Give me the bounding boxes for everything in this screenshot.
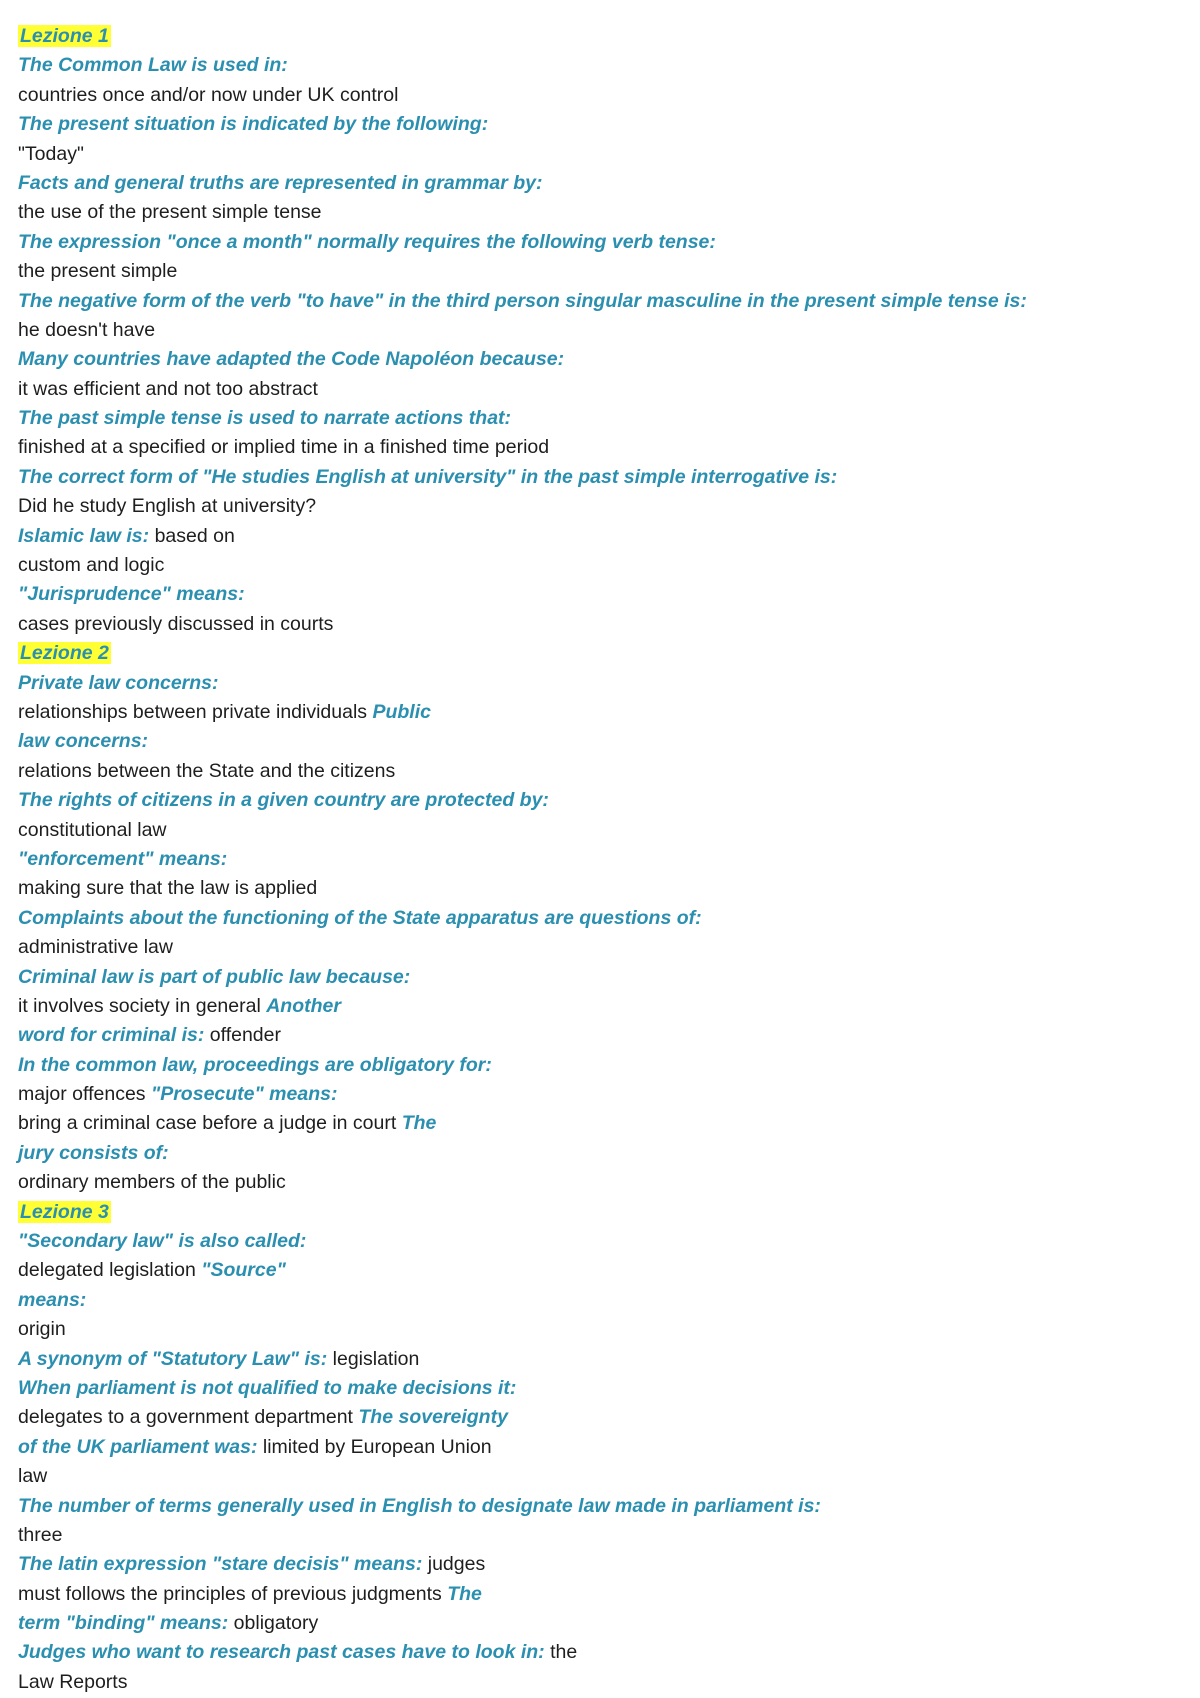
text-line [18, 874, 1198, 903]
question-text: jury consists of: [18, 1141, 169, 1164]
answer-text: delegates to a government department [18, 1406, 359, 1429]
text-line [18, 1109, 1198, 1138]
question-text: Complaints about the functioning of the State apparatus are questions of: [18, 906, 702, 929]
text-line [18, 698, 1198, 727]
answer-text: based on [149, 524, 235, 547]
answer-text: origin [18, 1318, 66, 1341]
text-line [18, 816, 1198, 845]
answer-text: countries once and/or now under UK control [18, 83, 399, 106]
question-text: The rights of citizens in a given country are protected by: [18, 789, 549, 812]
text-line [18, 1462, 1198, 1491]
answer-text: ordinary members of the public [18, 1171, 286, 1194]
text-line [18, 140, 1198, 169]
question-text: "Secondary law" is also called: [18, 1230, 307, 1253]
question-text: The [447, 1582, 482, 1605]
text-line [18, 375, 1198, 404]
question-text: Another [266, 994, 341, 1017]
text-line [18, 404, 1198, 433]
text-line [18, 1433, 1198, 1462]
answer-text: obligatory [228, 1612, 319, 1635]
question-text: The Common Law is used in: [18, 54, 288, 77]
answer-text: finished at a specified or implied time in a finished time period [18, 436, 550, 459]
text-line [18, 1051, 1198, 1080]
answer-text: judges [422, 1553, 486, 1576]
text-line [18, 1168, 1198, 1197]
text-line [18, 345, 1198, 374]
answer-text: custom and logic [18, 554, 165, 577]
question-text: Islamic law is: [18, 524, 150, 547]
question-text: means: [18, 1288, 87, 1311]
text-line [18, 316, 1198, 345]
question-text: word for criminal is: [18, 1024, 205, 1047]
question-text: The latin expression "stare decisis" means: [18, 1553, 423, 1576]
lesson-heading [18, 639, 1198, 668]
answer-text: making sure that the law is applied [18, 877, 318, 900]
text-line [18, 1668, 1198, 1697]
question-text: Many countries have adapted the Code Napoléon because: [18, 348, 565, 371]
question-text: Criminal law is part of public law because: [18, 965, 411, 988]
answer-text: the present simple [18, 260, 178, 283]
text-line [18, 257, 1198, 286]
text-line [18, 1021, 1198, 1050]
question-text: Judges who want to research past cases have to look in: [18, 1641, 545, 1664]
answer-text: cases previously discussed in courts [18, 612, 334, 635]
question-text: The past simple tense is used to narrate actions that: [18, 407, 512, 430]
text-line [18, 1521, 1198, 1550]
question-text: The number of terms generally used in English to designate law made in parliament is: [18, 1494, 821, 1517]
text-line [18, 610, 1198, 639]
text-line [18, 198, 1198, 227]
text-line [18, 51, 1198, 80]
text-line [18, 1638, 1198, 1667]
text-line [18, 463, 1198, 492]
text-line [18, 992, 1198, 1021]
text-line [18, 845, 1198, 874]
question-text: of the UK parliament was: [18, 1435, 258, 1458]
question-text: The present situation is indicated by the following: [18, 113, 489, 136]
lesson-title: Lezione 2 [20, 642, 109, 665]
text-line [18, 1139, 1198, 1168]
question-text: "Jurisprudence" means: [18, 583, 245, 606]
question-text: term "binding" means: [18, 1612, 229, 1635]
text-line [18, 1315, 1198, 1344]
question-text: In the common law, proceedings are obligatory for: [18, 1053, 492, 1076]
text-line [18, 1374, 1198, 1403]
lesson-title: Lezione 1 [20, 25, 109, 47]
lesson-heading [18, 22, 1198, 51]
text-line [18, 933, 1198, 962]
answer-text: law [18, 1465, 48, 1488]
text-line [18, 580, 1198, 609]
text-line [18, 1403, 1198, 1432]
text-line [18, 228, 1198, 257]
text-line [18, 669, 1198, 698]
answer-text: constitutional law [18, 818, 167, 841]
text-line [18, 1345, 1198, 1374]
answer-text: limited by European Union [257, 1435, 492, 1458]
text-line [18, 110, 1198, 139]
answer-text: legislation [327, 1347, 420, 1370]
text-line [18, 169, 1198, 198]
question-text: The [401, 1112, 437, 1135]
answer-text: "Today" [18, 142, 84, 165]
text-line [18, 287, 1198, 316]
text-line [18, 1580, 1198, 1609]
text-line [18, 757, 1198, 786]
text-line [18, 1609, 1198, 1638]
question-text: The expression "once a month" normally requires the following verb tense: [18, 230, 716, 253]
question-text: A synonym of "Statutory Law" is: [18, 1347, 328, 1370]
question-text: The negative form of the verb "to have" in the third person singular masculine in the present simple tense is: [18, 289, 1027, 312]
question-text: The sovereignty [358, 1406, 508, 1429]
question-text: Public [372, 700, 431, 723]
text-line [18, 522, 1198, 551]
answer-text: the [544, 1641, 578, 1664]
text-line [18, 1080, 1198, 1109]
question-text: The correct form of "He studies English at university" in the past simple interrogative is: [18, 465, 838, 488]
answer-text: offender [204, 1024, 281, 1047]
text-line [18, 492, 1198, 521]
question-text: Facts and general truths are represented in grammar by: [18, 171, 543, 194]
answer-text: must follows the principles of previous judgments [18, 1582, 448, 1605]
answer-text: relationships between private individuals [18, 700, 373, 723]
text-line [18, 727, 1198, 756]
text-line [18, 1256, 1198, 1285]
text-line [18, 904, 1198, 933]
lesson-heading [18, 1198, 1198, 1227]
answer-text: delegated legislation [18, 1259, 202, 1282]
question-text: Private law concerns: [18, 671, 219, 694]
question-text: When parliament is not qualified to make decisions it: [18, 1376, 517, 1399]
text-line [18, 1286, 1198, 1315]
lesson-title: Lezione 3 [20, 1200, 109, 1223]
text-line [18, 551, 1198, 580]
question-text: "enforcement" means: [18, 847, 228, 870]
answer-text: the use of the present simple tense [18, 201, 322, 224]
answer-text: administrative law [18, 936, 173, 959]
text-line [18, 81, 1198, 110]
text-line [18, 1492, 1198, 1521]
answer-text: three [18, 1523, 63, 1546]
answer-text: relations between the State and the citizens [18, 759, 396, 782]
question-text: law concerns: [18, 730, 149, 753]
question-text: "Prosecute" means: [150, 1083, 338, 1106]
text-line [18, 786, 1198, 815]
text-line [18, 963, 1198, 992]
text-line [18, 433, 1198, 462]
answer-text: Did he study English at university? [18, 495, 317, 518]
answer-text: bring a criminal case before a judge in court [18, 1112, 402, 1135]
answer-text: it was efficient and not too abstract [18, 377, 318, 400]
text-line [18, 1550, 1198, 1579]
question-text: "Source" [201, 1259, 286, 1282]
answer-text: it involves society in general [18, 994, 267, 1017]
text-line [18, 1227, 1198, 1256]
answer-text: major offences [18, 1083, 151, 1106]
answer-text: Law Reports [18, 1670, 128, 1693]
answer-text: he doesn't have [18, 318, 156, 341]
